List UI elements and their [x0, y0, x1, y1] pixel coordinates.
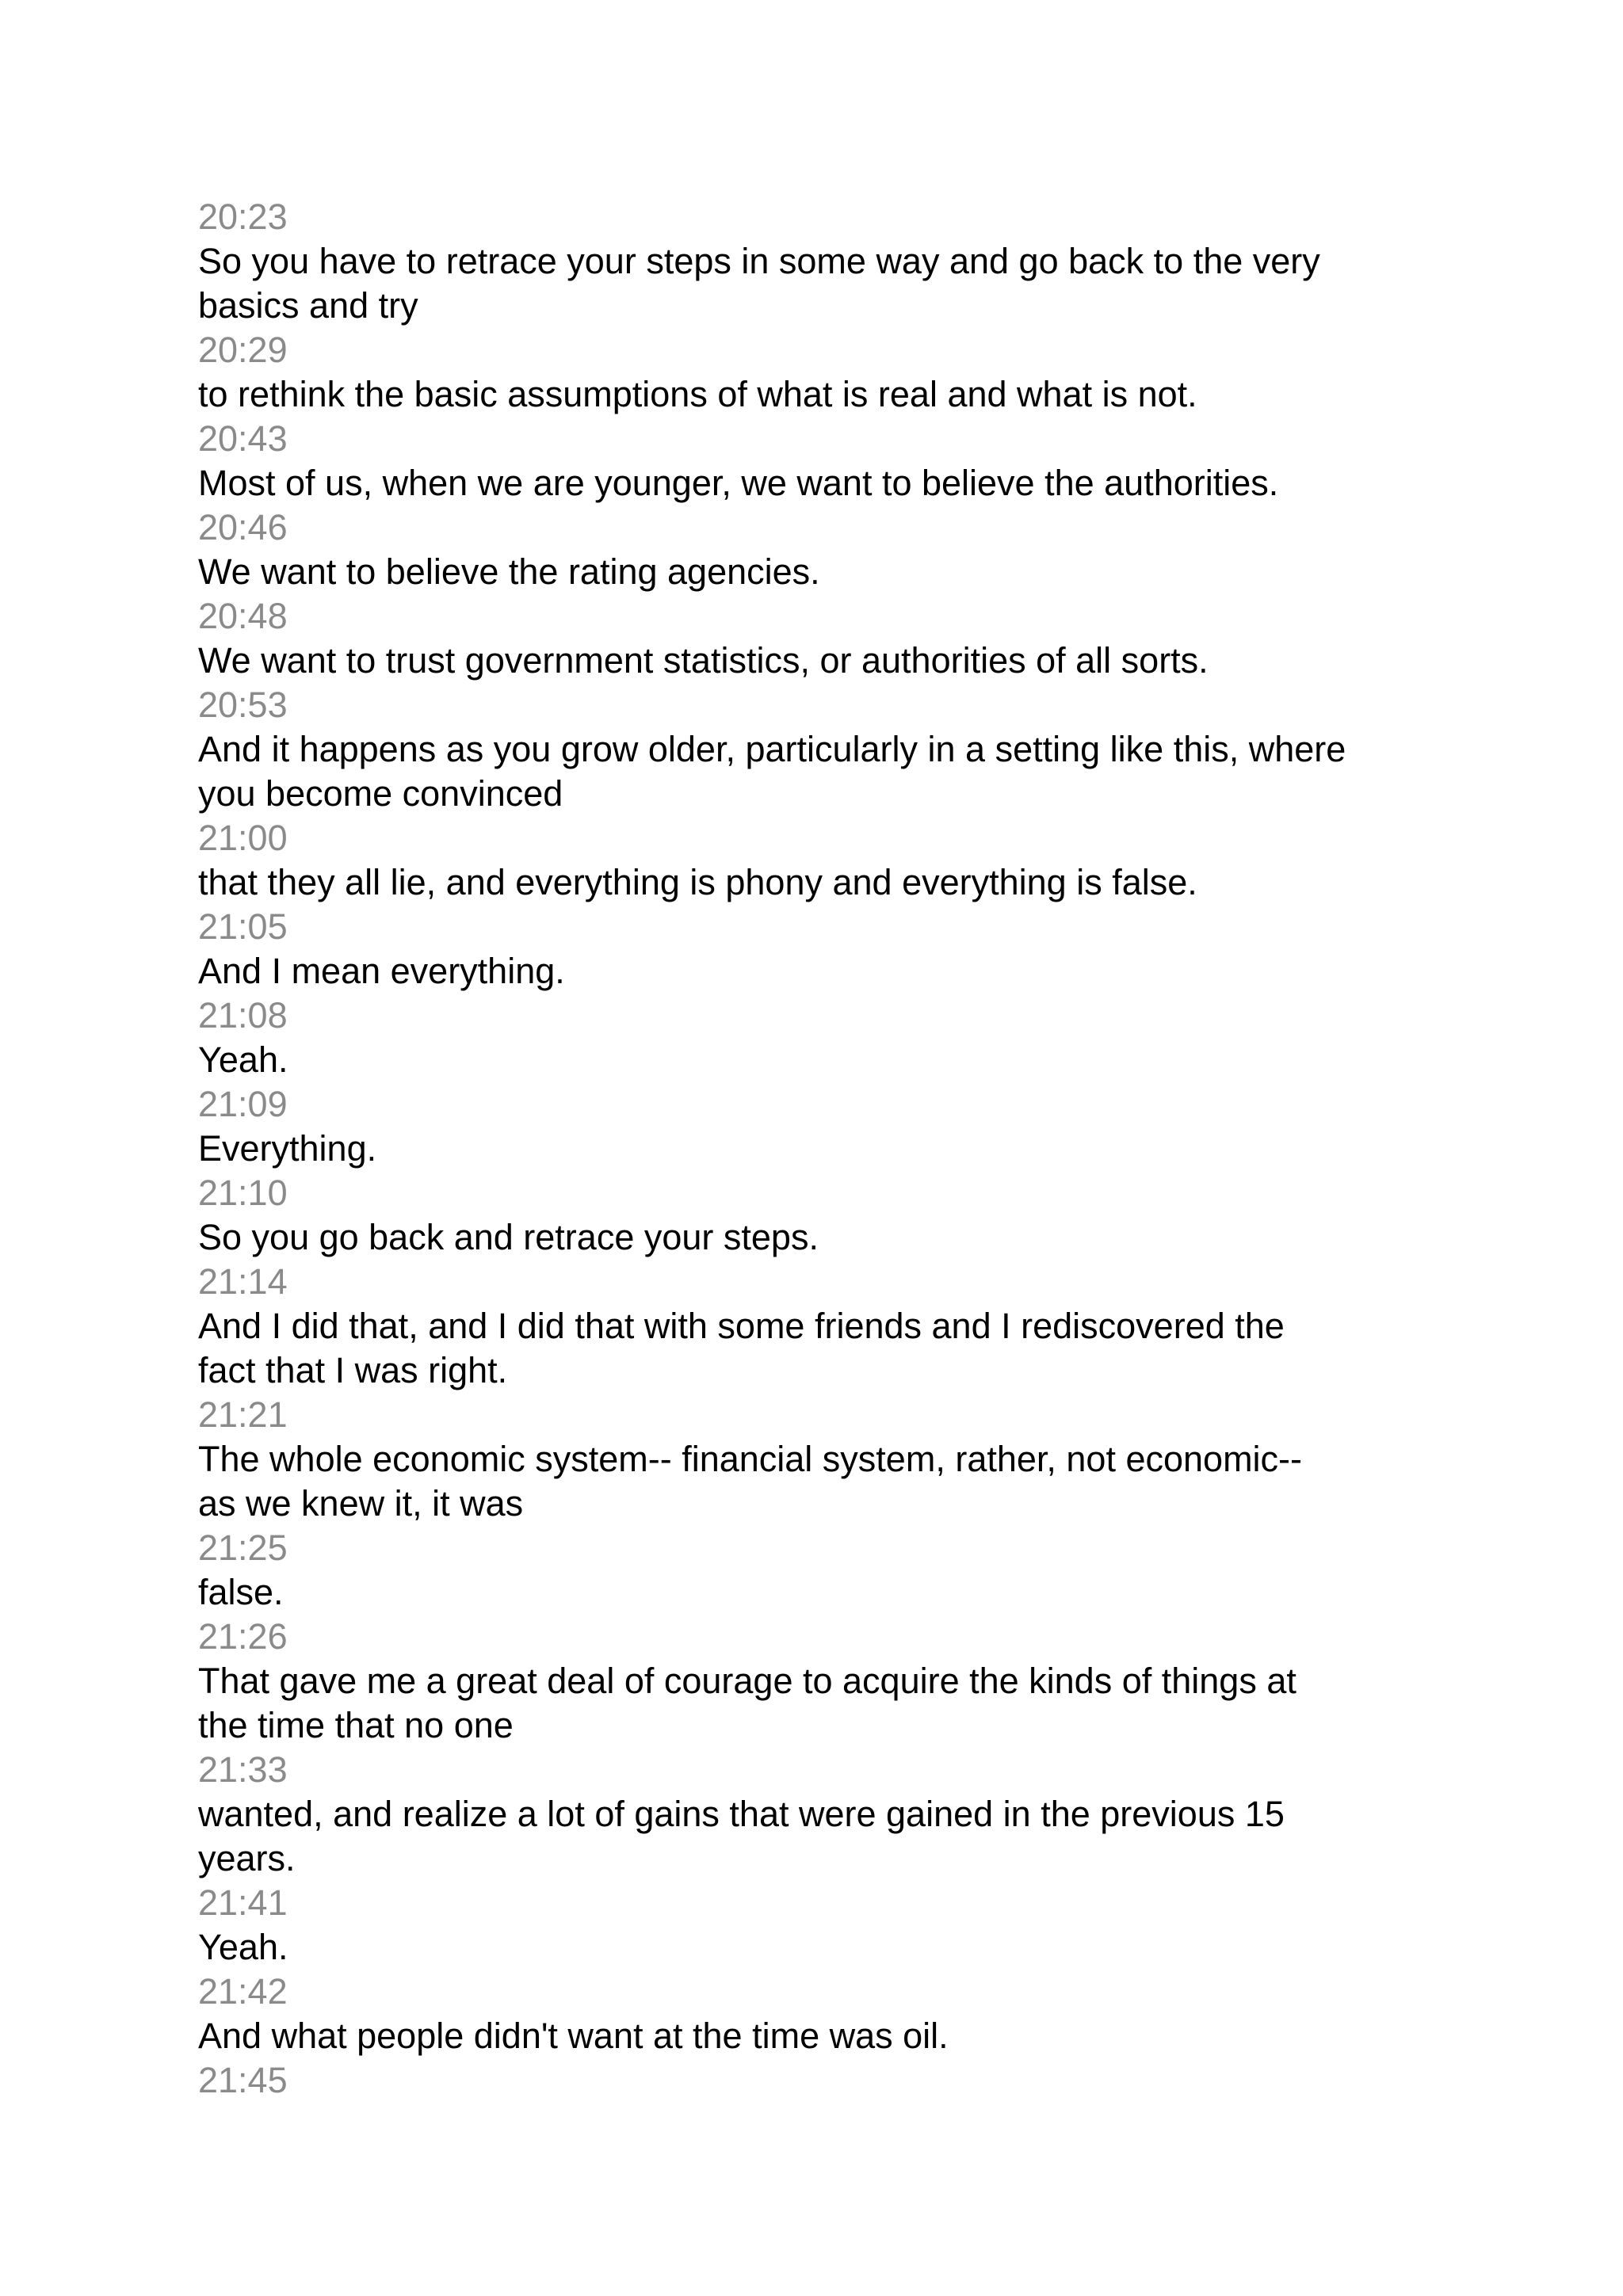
timestamp: 21:08	[198, 995, 288, 1035]
timestamp: 21:25	[198, 1527, 288, 1568]
transcript-line: That gave me a great deal of courage to acquire the kinds of things at	[198, 1661, 1296, 1701]
transcript-line: Everything.	[198, 1128, 377, 1169]
timestamp: 20:46	[198, 507, 288, 547]
transcript-line: wanted, and realize a lot of gains that were gained in the previous 15	[198, 1794, 1285, 1834]
transcript-page	[198, 195, 1466, 2103]
transcript-line: false.	[198, 1572, 284, 1612]
transcript-line: you become convinced	[198, 773, 563, 814]
transcript-line: So you go back and retrace your steps.	[198, 1217, 819, 1257]
transcript-line: years.	[198, 1838, 296, 1878]
timestamp: 21:21	[198, 1394, 288, 1435]
transcript-line: Yeah.	[198, 1039, 288, 1080]
transcript-line: the time that no one	[198, 1705, 514, 1745]
transcript-line: And I mean everything.	[198, 951, 565, 991]
timestamp: 21:05	[198, 906, 288, 947]
transcript-line: So you have to retrace your steps in some way and go back to the very	[198, 241, 1320, 281]
transcript-line: And I did that, and I did that with some friends and I rediscovered the	[198, 1306, 1285, 1346]
timestamp: 21:14	[198, 1261, 288, 1302]
transcript-line: Yeah.	[198, 1927, 288, 1967]
timestamp: 21:33	[198, 1749, 288, 1790]
timestamp: 21:10	[198, 1173, 288, 1213]
timestamp: 20:48	[198, 596, 288, 636]
timestamp: 21:42	[198, 1971, 288, 2012]
timestamp: 21:00	[198, 818, 288, 858]
transcript-line: basics and try	[198, 285, 418, 326]
timestamp: 21:26	[198, 1616, 288, 1657]
timestamp: 20:43	[198, 418, 288, 459]
transcript-line: The whole economic system-- financial system, rather, not economic--	[198, 1439, 1303, 1479]
timestamp: 20:29	[198, 330, 288, 370]
transcript-line: as we knew it, it was	[198, 1483, 524, 1524]
transcript-line: fact that I was right.	[198, 1350, 508, 1390]
timestamp: 21:41	[198, 1882, 288, 1923]
timestamp: 20:23	[198, 196, 288, 237]
transcript-line: We want to believe the rating agencies.	[198, 551, 820, 592]
timestamp: 21:09	[198, 1084, 288, 1124]
transcript-line: And it happens as you grow older, particularly in a setting like this, where	[198, 729, 1346, 769]
transcript-line: to rethink the basic assumptions of what is real and what is not.	[198, 374, 1197, 414]
transcript-line: Most of us, when we are younger, we want to believe the authorities.	[198, 463, 1279, 503]
transcript-line: And what people didn't want at the time was oil.	[198, 2016, 949, 2056]
transcript-line: We want to trust government statistics, or authorities of all sorts.	[198, 640, 1209, 681]
transcript-line: that they all lie, and everything is phony and everything is false.	[198, 862, 1197, 902]
timestamp: 20:53	[198, 685, 288, 725]
timestamp: 21:45	[198, 2060, 288, 2100]
